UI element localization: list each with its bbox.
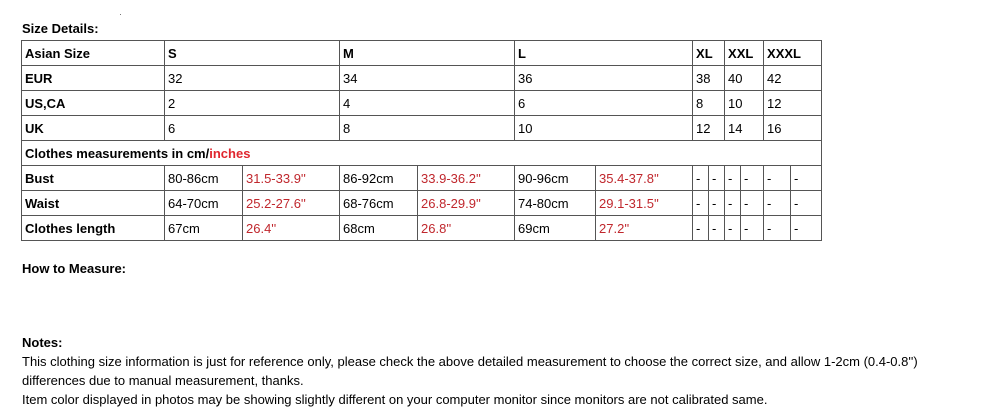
measurements-header-inches: inches bbox=[209, 145, 251, 161]
size-header-row bbox=[22, 41, 822, 66]
empty-cell: - bbox=[791, 216, 822, 241]
size-cell: 2 bbox=[165, 91, 340, 116]
row-label: Waist bbox=[22, 191, 165, 216]
empty-cell: - bbox=[791, 166, 822, 191]
inch-cell: 33.9-36.2'' bbox=[418, 166, 515, 191]
empty-cell: - bbox=[693, 191, 709, 216]
size-cell: 12 bbox=[764, 91, 822, 116]
empty-cell: - bbox=[741, 191, 764, 216]
cm-cell: 68-76cm bbox=[340, 191, 418, 216]
notes-line-1: This clothing size information is just for reference only, please check the above detailed measurement to choose the correct size, and allow 1-2cm (0.4-0.8'') differences due to manual measurement, thanks. bbox=[22, 354, 918, 388]
inch-cell: 26.8-29.9'' bbox=[418, 191, 515, 216]
size-cell: 6 bbox=[515, 91, 693, 116]
size-cell: 40 bbox=[725, 66, 764, 91]
size-cell: 34 bbox=[340, 66, 515, 91]
size-details-title: Size Details: bbox=[22, 21, 99, 36]
measure-row-bust bbox=[22, 166, 822, 191]
empty-cell: - bbox=[764, 166, 791, 191]
size-l-header: L bbox=[515, 41, 693, 66]
measurements-header bbox=[22, 141, 822, 166]
size-cell: 38 bbox=[693, 66, 725, 91]
size-cell: 6 bbox=[165, 116, 340, 141]
cm-cell: 64-70cm bbox=[165, 191, 243, 216]
empty-cell: - bbox=[741, 166, 764, 191]
cm-cell: 68cm bbox=[340, 216, 418, 241]
cm-cell: 86-92cm bbox=[340, 166, 418, 191]
size-header-label: Asian Size bbox=[22, 41, 165, 66]
empty-cell: - bbox=[741, 216, 764, 241]
size-cell: 36 bbox=[515, 66, 693, 91]
size-xl-header: XL bbox=[693, 41, 725, 66]
empty-cell: - bbox=[725, 216, 741, 241]
stray-dot bbox=[120, 14, 121, 15]
inch-cell: 31.5-33.9'' bbox=[243, 166, 340, 191]
empty-cell: - bbox=[693, 216, 709, 241]
measure-row-length bbox=[22, 216, 822, 241]
cm-cell: 80-86cm bbox=[165, 166, 243, 191]
cm-cell: 90-96cm bbox=[515, 166, 596, 191]
size-xxxl-header: XXXL bbox=[764, 41, 822, 66]
size-s-header: S bbox=[165, 41, 340, 66]
size-cell: 8 bbox=[340, 116, 515, 141]
empty-cell: - bbox=[709, 191, 725, 216]
size-cell: 14 bbox=[725, 116, 764, 141]
inch-cell: 29.1-31.5'' bbox=[596, 191, 693, 216]
row-label: US,CA bbox=[22, 91, 165, 116]
size-cell: 4 bbox=[340, 91, 515, 116]
size-row-uk bbox=[22, 116, 822, 141]
row-label: UK bbox=[22, 116, 165, 141]
size-cell: 32 bbox=[165, 66, 340, 91]
size-cell: 8 bbox=[693, 91, 725, 116]
size-cell: 12 bbox=[693, 116, 725, 141]
row-label: Clothes length bbox=[22, 216, 165, 241]
how-to-measure-heading: How to Measure: bbox=[22, 261, 127, 276]
inch-cell: 35.4-37.8'' bbox=[596, 166, 693, 191]
notes-title: Notes: bbox=[22, 335, 63, 350]
inch-cell: 26.4'' bbox=[243, 216, 340, 241]
notes-line-2: Item color displayed in photos may be showing slightly different on your computer monitor since monitors are not calibrated same. bbox=[22, 392, 768, 407]
inch-cell: 26.8'' bbox=[418, 216, 515, 241]
size-cell: 10 bbox=[725, 91, 764, 116]
measure-row-waist bbox=[22, 191, 822, 216]
empty-cell: - bbox=[791, 191, 822, 216]
size-m-header: M bbox=[340, 41, 515, 66]
empty-cell: - bbox=[725, 166, 741, 191]
inch-cell: 25.2-27.6'' bbox=[243, 191, 340, 216]
cm-cell: 74-80cm bbox=[515, 191, 596, 216]
size-row-us-ca bbox=[22, 91, 822, 116]
cm-cell: 67cm bbox=[165, 216, 243, 241]
empty-cell: - bbox=[693, 166, 709, 191]
measurements-header-row bbox=[22, 141, 822, 166]
row-label: EUR bbox=[22, 66, 165, 91]
notes-section bbox=[22, 333, 977, 409]
inch-cell: 27.2'' bbox=[596, 216, 693, 241]
empty-cell: - bbox=[709, 166, 725, 191]
empty-cell: - bbox=[725, 191, 741, 216]
row-label: Bust bbox=[22, 166, 165, 191]
size-row-eur bbox=[22, 66, 822, 91]
empty-cell: - bbox=[764, 216, 791, 241]
size-chart-table bbox=[21, 40, 822, 241]
size-cell: 10 bbox=[515, 116, 693, 141]
size-cell: 42 bbox=[764, 66, 822, 91]
size-xxl-header: XXL bbox=[725, 41, 764, 66]
cm-cell: 69cm bbox=[515, 216, 596, 241]
empty-cell: - bbox=[709, 216, 725, 241]
measurements-header-prefix: Clothes measurements in cm/ bbox=[25, 145, 210, 161]
empty-cell: - bbox=[764, 191, 791, 216]
size-cell: 16 bbox=[764, 116, 822, 141]
